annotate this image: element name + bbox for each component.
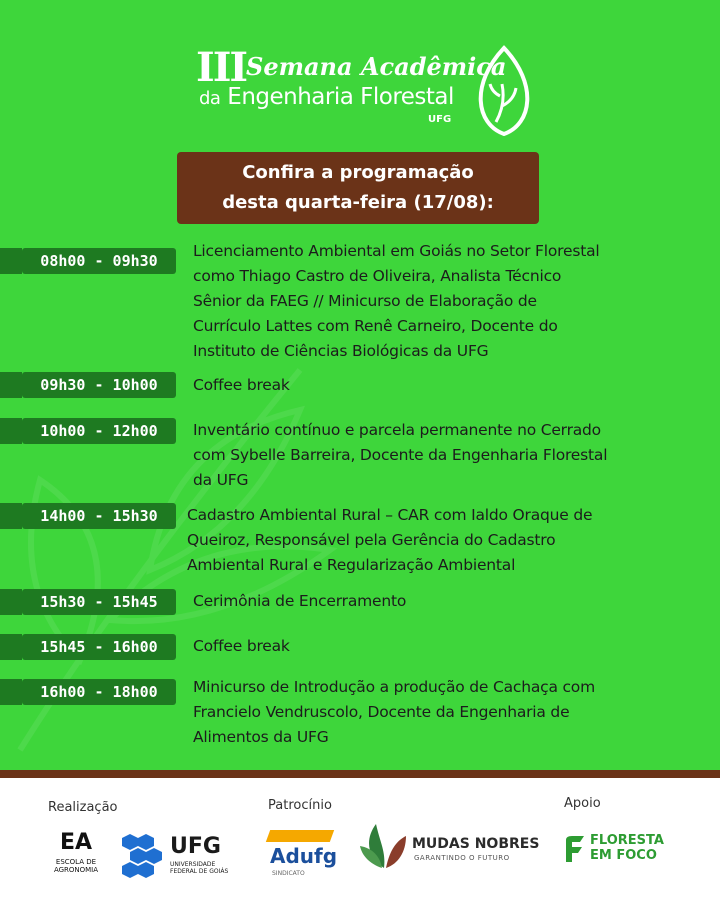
desc-line: Licenciamento Ambiental em Goiás no Setor Florestal <box>193 242 600 260</box>
ufg-sub-line1: UNIVERSIDADE <box>170 861 216 868</box>
floresta-em-foco-logo-text <box>590 833 664 863</box>
desc-line: como Thiago Castro de Oliveira, Analista Técnico <box>193 267 562 285</box>
desc-line: Alimentos da UFG <box>193 728 329 746</box>
desc-line: Cadastro Ambiental Rural – CAR com Ialdo Oraque de <box>187 506 593 524</box>
ufg-sub-line2: FEDERAL DE GOIÁS <box>170 868 229 875</box>
adufg-accent-bar <box>266 830 334 842</box>
announcement-banner <box>177 152 539 224</box>
sponsors-footer <box>0 770 720 900</box>
mudas-nobres-leaf-icon <box>360 818 408 870</box>
event-org: UFG <box>428 114 452 125</box>
mudas-nobres-logo-subtitle: GARANTINDO O FUTURO <box>414 854 510 862</box>
event-header <box>0 40 720 140</box>
session-description <box>193 239 703 364</box>
adufg-logo-subtitle: SINDICATO <box>272 870 305 877</box>
mudas-nobres-logo-text: MUDAS NOBRES <box>412 836 540 852</box>
ea-logo-subtitle: ESCOLA DE AGRONOMIA <box>53 858 99 874</box>
desc-line: Currículo Lattes com Renê Carneiro, Docente do <box>193 317 558 335</box>
desc-line: Minicurso de Introdução a produção de Cachaça com <box>193 678 595 696</box>
time-tag: 15h30 - 15h45 <box>22 589 176 615</box>
session-description <box>193 418 703 493</box>
desc-line: com Sybelle Barreira, Docente da Engenharia Florestal <box>193 446 608 464</box>
session-description <box>187 503 697 578</box>
session-description <box>193 675 703 750</box>
desc-line: Francielo Vendruscolo, Docente da Engenharia de <box>193 703 570 721</box>
adufg-logo <box>268 830 338 880</box>
event-title-line1: Semana Acadêmica <box>246 52 507 81</box>
desc-line: Instituto de Ciências Biológicas da UFG <box>193 342 489 360</box>
desc-line: Coffee break <box>193 376 290 394</box>
adufg-logo-text: Adufg <box>270 844 338 868</box>
event-title-main: Engenharia Florestal <box>227 84 454 110</box>
ea-logo: EA <box>60 830 93 855</box>
edition-number: III <box>196 44 247 91</box>
desc-line: Cerimônia de Encerramento <box>193 592 407 610</box>
event-title-prefix: da <box>199 88 221 109</box>
time-tag: 09h30 - 10h00 <box>22 372 176 398</box>
desc-line: Inventário contínuo e parcela permanente no Cerrado <box>193 421 601 439</box>
leaf-logo-icon <box>474 44 534 136</box>
banner-line1: Confira a programação <box>242 162 474 183</box>
fef-line2: EM FOCO <box>590 848 657 863</box>
banner-line2: desta quarta-feira (17/08): <box>222 192 494 213</box>
time-tag: 14h00 - 15h30 <box>22 503 176 529</box>
session-description <box>193 589 703 614</box>
floresta-em-foco-icon <box>562 834 586 864</box>
apoio-label: Apoio <box>564 796 601 811</box>
desc-line: Queiroz, Responsável pela Gerência do Cadastro <box>187 531 556 549</box>
time-tag: 08h00 - 09h30 <box>22 248 176 274</box>
realizacao-label: Realização <box>48 800 118 815</box>
patrocinio-label: Patrocínio <box>268 798 332 813</box>
time-tag: 15h45 - 16h00 <box>22 634 176 660</box>
desc-line: Ambiental Rural e Regularização Ambiental <box>187 556 516 574</box>
desc-line: da UFG <box>193 471 249 489</box>
fef-line1: FLORESTA <box>590 833 664 848</box>
session-description <box>193 373 703 398</box>
desc-line: Coffee break <box>193 637 290 655</box>
ufg-logo-subtitle <box>170 861 228 875</box>
desc-line: Sênior da FAEG // Minicurso de Elaboração de <box>193 292 537 310</box>
event-title-line2 <box>199 84 454 110</box>
time-tag: 16h00 - 18h00 <box>22 679 176 705</box>
ufg-hexagon-icon <box>116 830 170 884</box>
ufg-logo-text: UFG <box>170 834 221 859</box>
time-tag: 10h00 - 12h00 <box>22 418 176 444</box>
session-description <box>193 634 703 659</box>
